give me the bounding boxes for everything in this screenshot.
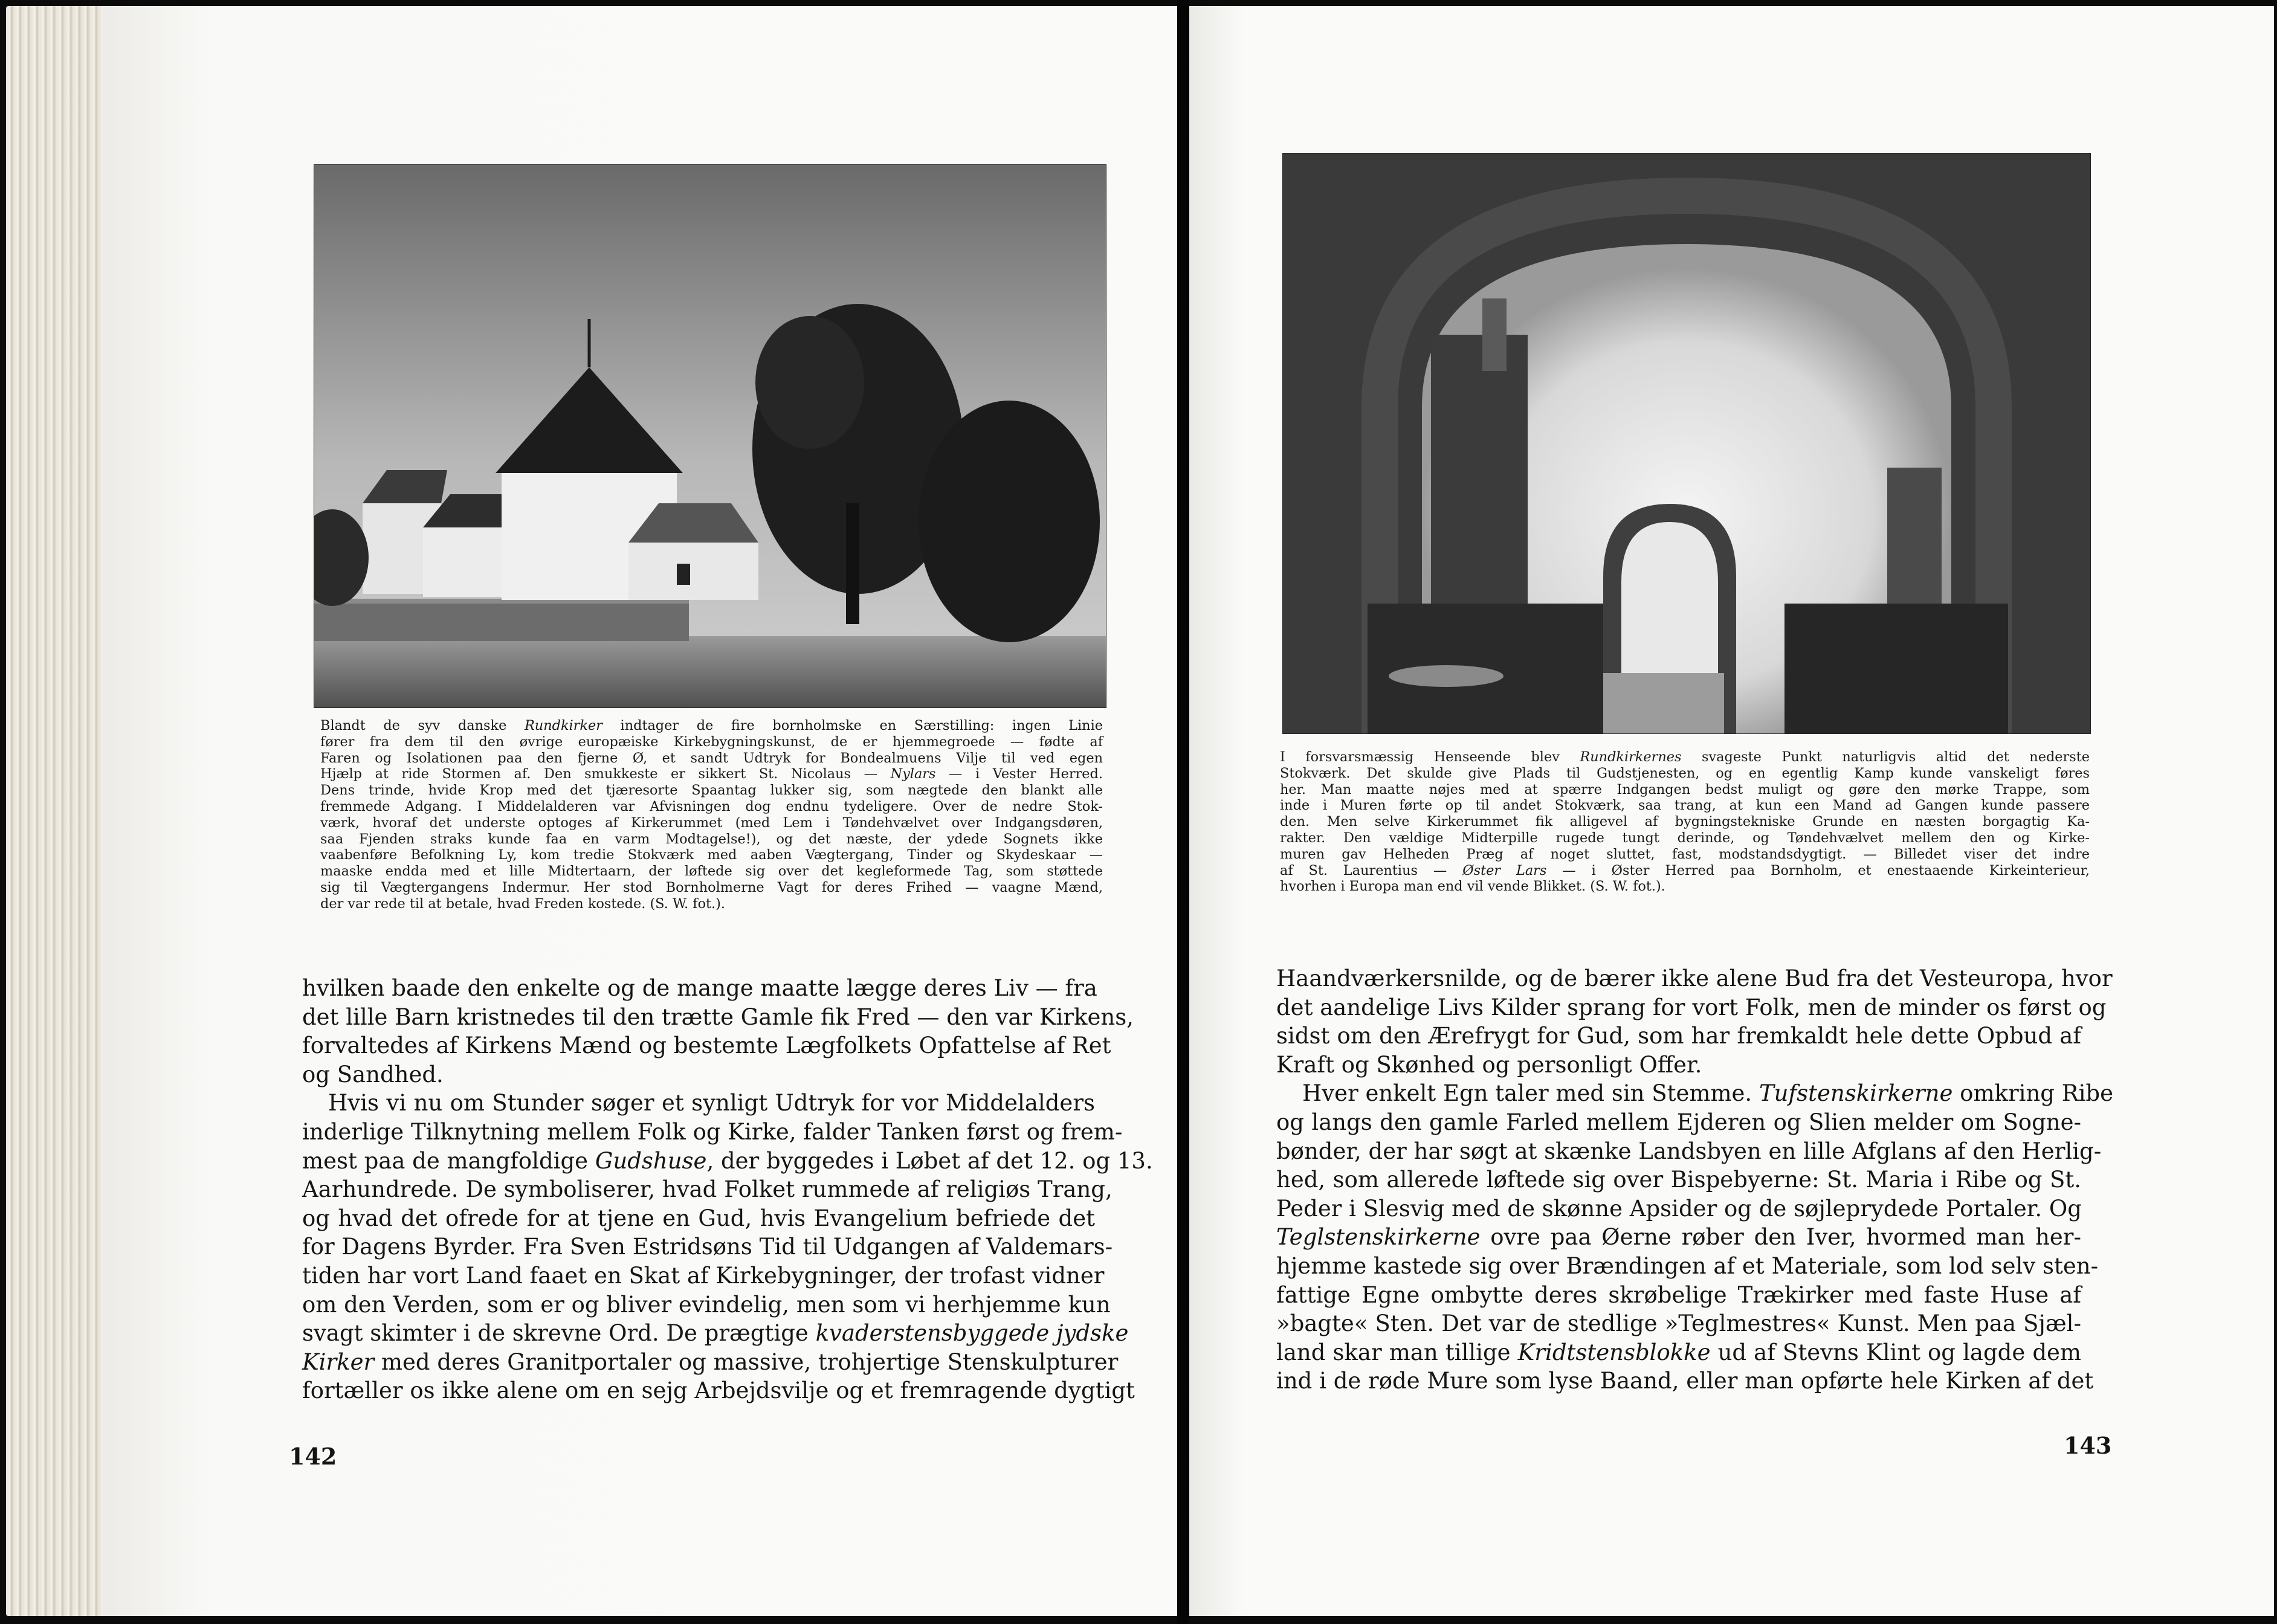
text-line: fortæller os ikke alene om en sejg Arbejdsvilje og et fremragende dygtigt: [302, 1378, 1135, 1404]
text-line: for Dagens Byrder. Fra Sven Estridsøns Tid til Udgangen af Valdemars-: [302, 1234, 1113, 1260]
body-text: [302, 974, 1153, 1405]
text-line: bønder, der har søgt at skænke Landsbyen en lille Afglans af den Herlig-: [1276, 1138, 2102, 1164]
caption-line: fører fra dem til den øvrige europæiske Kirkebygningskunst, de er hjemmegroede — fødte af: [320, 733, 1103, 750]
book-gutter: [1177, 0, 1189, 1624]
text-line: sidst om den Ærefrygt for Gud, som har fremkaldt hele dette Opbud af: [1276, 1023, 2081, 1049]
text-line: Hver enkelt Egn taler med sin Stemme. Tufstenskirkerne omkring Ribe: [1302, 1080, 2114, 1107]
photo-caption: [320, 718, 1103, 912]
caption-line: saa Fjenden straks kunde faa en varm Modtagelse!), og det næste, der ydede Sognets ikke: [320, 831, 1103, 847]
text-line: svagt skimter i de skrevne Ord. De prægtige kvaderstensbyggede jydske: [302, 1320, 1129, 1347]
caption-line: vaabenføre Befolkning Ly, kom tredie Stokværk med aaben Vægtergang, Tinder og Skydeskaar —: [320, 847, 1103, 863]
caption-line: der var rede til at betale, hvad Freden kostede. (S. W. fot.).: [320, 895, 726, 912]
text-line: om den Verden, som er og bliver evindelig, men som vi herhjemme kun: [302, 1291, 1111, 1318]
text-line: Aarhundrede. De symboliserer, hvad Folket rummede af religiøs Trang,: [302, 1176, 1113, 1203]
caption-line: Faren og Isolationen paa den fjerne Ø, et sandt Udtryk for Bondealmuens Vilje til ved egen: [320, 750, 1103, 766]
text-line: forvaltedes af Kirkens Mænd og bestemte Lægfolkets Opfattelse af Ret: [302, 1033, 1111, 1059]
caption-line: I forsvarsmæssig Henseende blev Rundkirkernes svageste Punkt naturligvis altid det nederste: [1280, 749, 2090, 765]
text-line: Teglstenskirkerne ovre paa Øerne røber den Iver, hvormed man her-: [1276, 1224, 2081, 1251]
text-line: det aandelige Livs Kilder sprang for vort Folk, men de minder os først og: [1276, 994, 2107, 1020]
caption-line: inde i Muren førte op til andet Stokværk, saa trang, at kun een Mand ad Gangen kunde passere: [1280, 798, 2090, 814]
church-interior-photo: [1282, 153, 2091, 734]
caption-line: værk, hvoraf det underste optoges af Kirkerummet (med Lem i Tøndehvælvet over Indgangsdøren,: [320, 814, 1103, 831]
text-line: »bagte« Sten. Det var de stedlige »Teglmestres« Kunst. Men paa Sjæl-: [1276, 1310, 2081, 1337]
body-text: [1276, 964, 2114, 1396]
photo-caption: [1280, 749, 2090, 895]
page-number: 143: [2064, 1432, 2112, 1459]
caption-line: af St. Laurentius — Øster Lars — i Øster Herred paa Bornholm, et enestaaende Kirkeinterieur,: [1280, 862, 2090, 878]
text-line: Hvis vi nu om Stunder søger et synligt Udtryk for vor Middelalders: [328, 1090, 1095, 1116]
caption-line: muren gav Helheden Præg af noget sluttet, fast, modstandsdygtigt. — Billedet viser det indre: [1280, 846, 2090, 862]
caption-line: Stokværk. Det skulde give Plads til Gudstjenesten, og en egentlig Kamp kunde vanskeligt føres: [1280, 765, 2090, 781]
caption-line: sig til Vægtergangens Indermur. Her stod Bornholmerne Vagt for deres Frihed — vaagne Mænd,: [320, 879, 1103, 895]
text-line: Kirker med deres Granitportaler og massive, trohjertige Stenskulpturer: [302, 1348, 1119, 1375]
text-line: og hvad det ofrede for at tjene en Gud, hvis Evangelium befriede det: [302, 1205, 1095, 1231]
text-line: og Sandhed.: [302, 1061, 444, 1088]
text-line: ind i de røde Mure som lyse Baand, eller man opførte hele Kirken af det: [1276, 1368, 2094, 1394]
text-line: Kraft og Skønhed og personligt Offer.: [1276, 1051, 1702, 1078]
text-line: hvilken baade den enkelte og de mange maatte lægge deres Liv — fra: [302, 975, 1097, 1001]
text-line: hed, som allerede løftede sig over Bispebyerne: St. Maria i Ribe og St.: [1276, 1167, 2081, 1193]
text-line: det lille Barn kristnedes til den trætte Gamle fik Fred — den var Kirkens,: [302, 1004, 1134, 1030]
text-line: tiden har vort Land faaet en Skat af Kirkebygninger, der trofast vidner: [302, 1262, 1105, 1289]
caption-line: Hjælp at ride Stormen af. Den smukkeste er sikkert St. Nicolaus — Nylars — i Vester Herred.: [320, 766, 1103, 782]
text-line: Peder i Slesvig med de skønne Apsider og de søjleprydede Portaler. Og: [1276, 1195, 2082, 1222]
caption-line: Dens trinde, hvide Krop med det tjæresorte Spaantag lukker sig, som nægtede den blankt alle: [320, 782, 1103, 799]
text-line: land skar man tillige Kridtstensblokke ud af Stevns Klint og lagde dem: [1276, 1339, 2081, 1365]
left-page: [103, 6, 1177, 1616]
caption-line: Blandt de syv danske Rundkirker indtager de fire bornholmske en Særstilling: ingen Linie: [320, 718, 1103, 733]
text-line: mest paa de mangfoldige Gudshuse, der byggedes i Løbet af det 12. og 13.: [302, 1147, 1153, 1174]
church-exterior-photo: [314, 164, 1106, 708]
caption-line: her. Man maatte nøjes med at spærre Indgangen bedst muligt og gøre den mørke Trappe, som: [1280, 781, 2090, 798]
text-line: fattige Egne ombytte deres skrøbelige Trækirker med faste Huse af: [1276, 1281, 2081, 1308]
text-line: hjemme kastede sig over Brændingen af et Materiale, som lod selv sten-: [1276, 1252, 2099, 1279]
text-line: og langs den gamle Farled mellem Ejderen og Slien melder om Sogne-: [1276, 1109, 2081, 1135]
caption-line: maaske endda med et lille Midtertaarn, der løftede sig over det kegleformede Tag, som støttede: [320, 863, 1103, 880]
caption-line: hvorhen i Europa man end vil vende Blikket. (S. W. fot.).: [1280, 878, 1665, 895]
right-page: [1189, 6, 2274, 1616]
caption-line: rakter. Den vældige Midterpille rugede tungt derinde, og Tøndehvælvet mellem den og Kirke-: [1280, 830, 2090, 846]
caption-line: den. Men selve Kirkerummet fik alligevel af bygningstekniske Grunde en næsten borgagtig Ka-: [1280, 814, 2090, 830]
text-line: Haandværkersnilde, og de bærer ikke alene Bud fra det Vesteuropa, hvor: [1276, 965, 2113, 991]
caption-line: fremmede Adgang. I Middelalderen var Afvisningen dog endnu tydeligere. Over de nedre Stok-: [320, 798, 1103, 814]
text-line: inderlige Tilknytning mellem Folk og Kirke, falder Tanken først og frem-: [302, 1118, 1123, 1145]
page-number: 142: [289, 1443, 337, 1470]
